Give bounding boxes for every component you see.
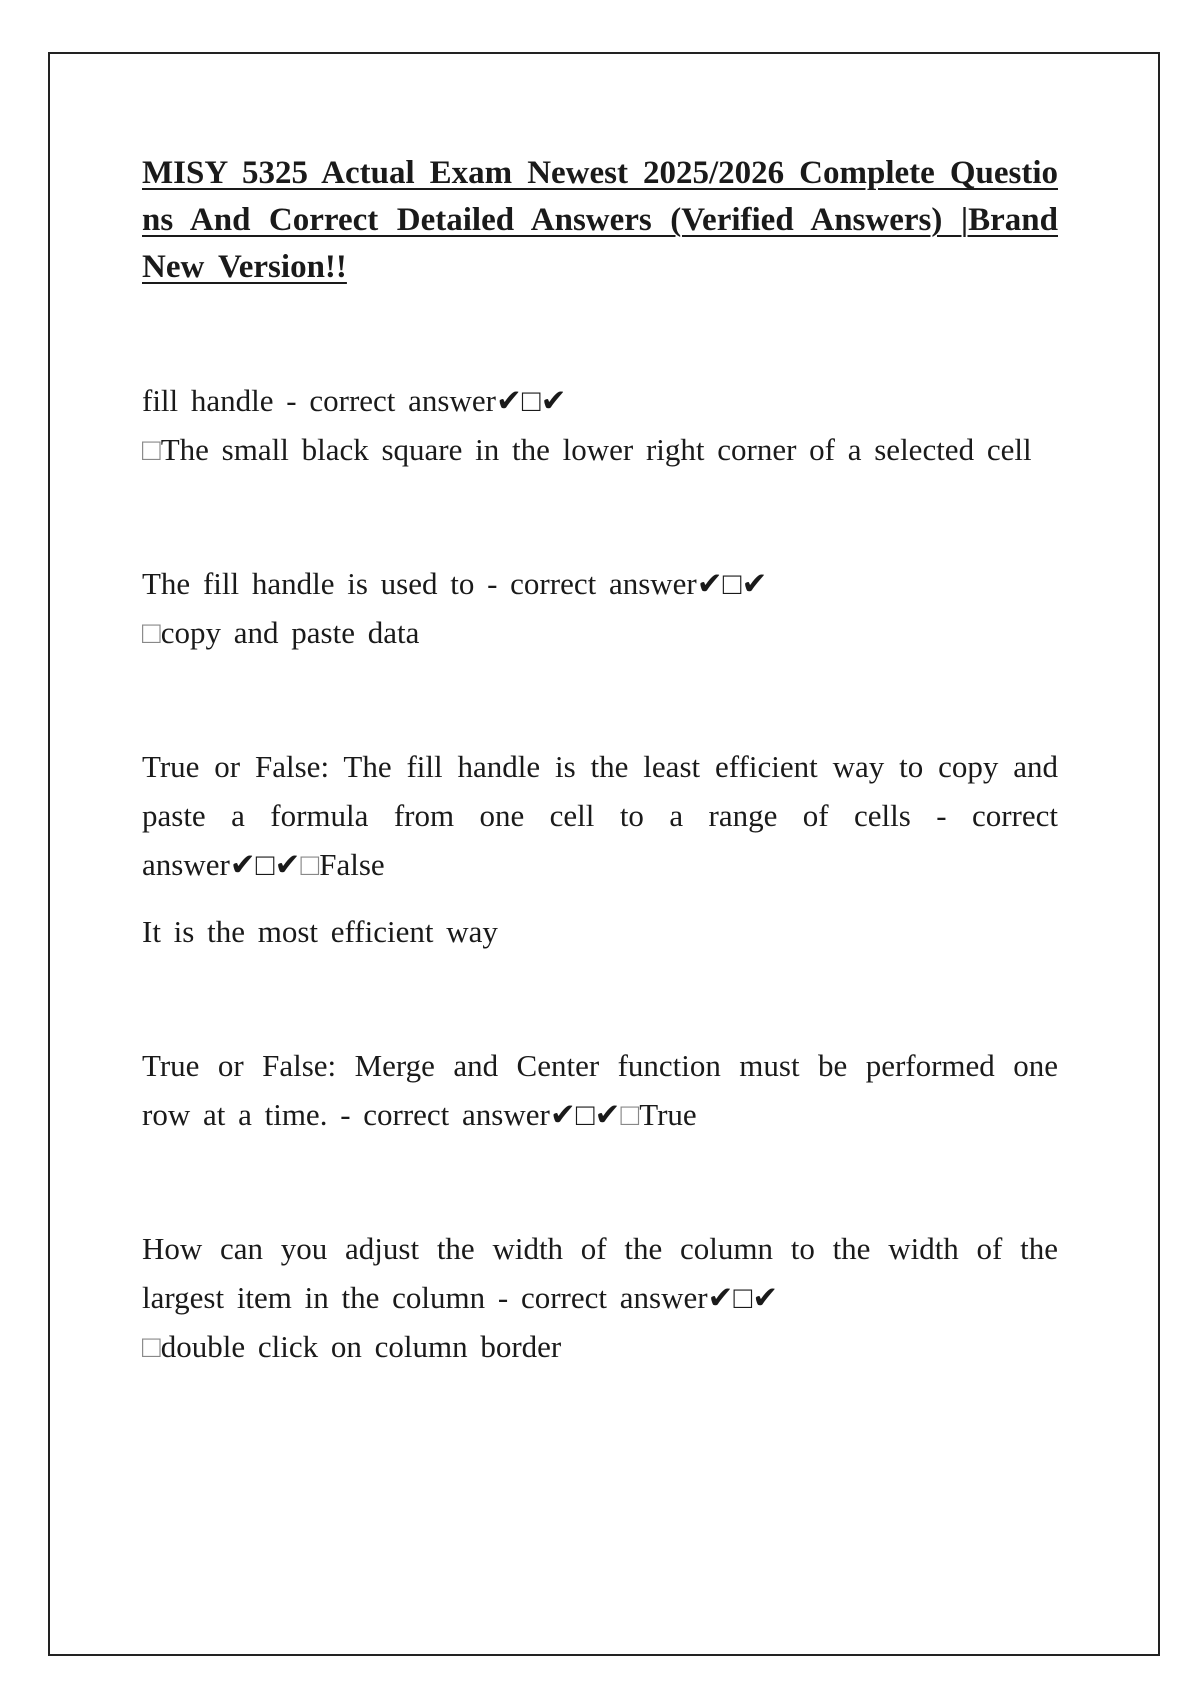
answer-note: It is the most efficient way <box>142 914 498 949</box>
box-icon: □ <box>142 432 161 467</box>
document-content <box>142 150 1058 1371</box>
question-text: The fill handle is used to - correct answer <box>142 566 697 601</box>
check-mark-icon: ✔□✔ <box>229 847 301 882</box>
qa-item <box>142 742 1058 889</box>
qa-item <box>142 376 1058 474</box>
check-mark-icon: ✔□✔ <box>495 383 567 418</box>
qa-item <box>142 1224 1058 1371</box>
qa-item <box>142 1041 1058 1139</box>
answer-text: copy and paste data <box>160 615 420 650</box>
check-mark-icon: ✔□✔ <box>696 566 768 601</box>
box-icon: □ <box>300 847 320 882</box>
check-mark-icon: ✔□✔ <box>707 1280 779 1315</box>
document-title: MISY 5325 Actual Exam Newest 2025/2026 Complete Questions And Correct Detailed Answers (Verified Answers) |Brand New Version!! <box>142 155 1058 285</box>
answer-text: True <box>639 1097 697 1132</box>
check-mark-icon: ✔□✔ <box>549 1097 621 1132</box>
answer-text: The small black square in the lower right corner of a selected cell <box>160 432 1032 467</box>
question-text: True or False: Merge and Center function must be performed one row at a time. - correct answer <box>142 1048 1058 1132</box>
qa-item <box>142 559 1058 657</box>
box-icon: □ <box>142 615 161 650</box>
question-text: How can you adjust the width of the column to the width of the largest item in the column - correct answer <box>142 1231 1058 1315</box>
box-icon: □ <box>142 1329 161 1364</box>
answer-text: double click on column border <box>160 1329 562 1364</box>
question-text: fill handle - correct answer <box>142 383 496 418</box>
box-icon: □ <box>620 1097 640 1132</box>
question-text: True or False: The fill handle is the least efficient way to copy and paste a formula from one cell to a range of cells - correct answer <box>142 749 1058 882</box>
answer-text: False <box>319 847 385 882</box>
